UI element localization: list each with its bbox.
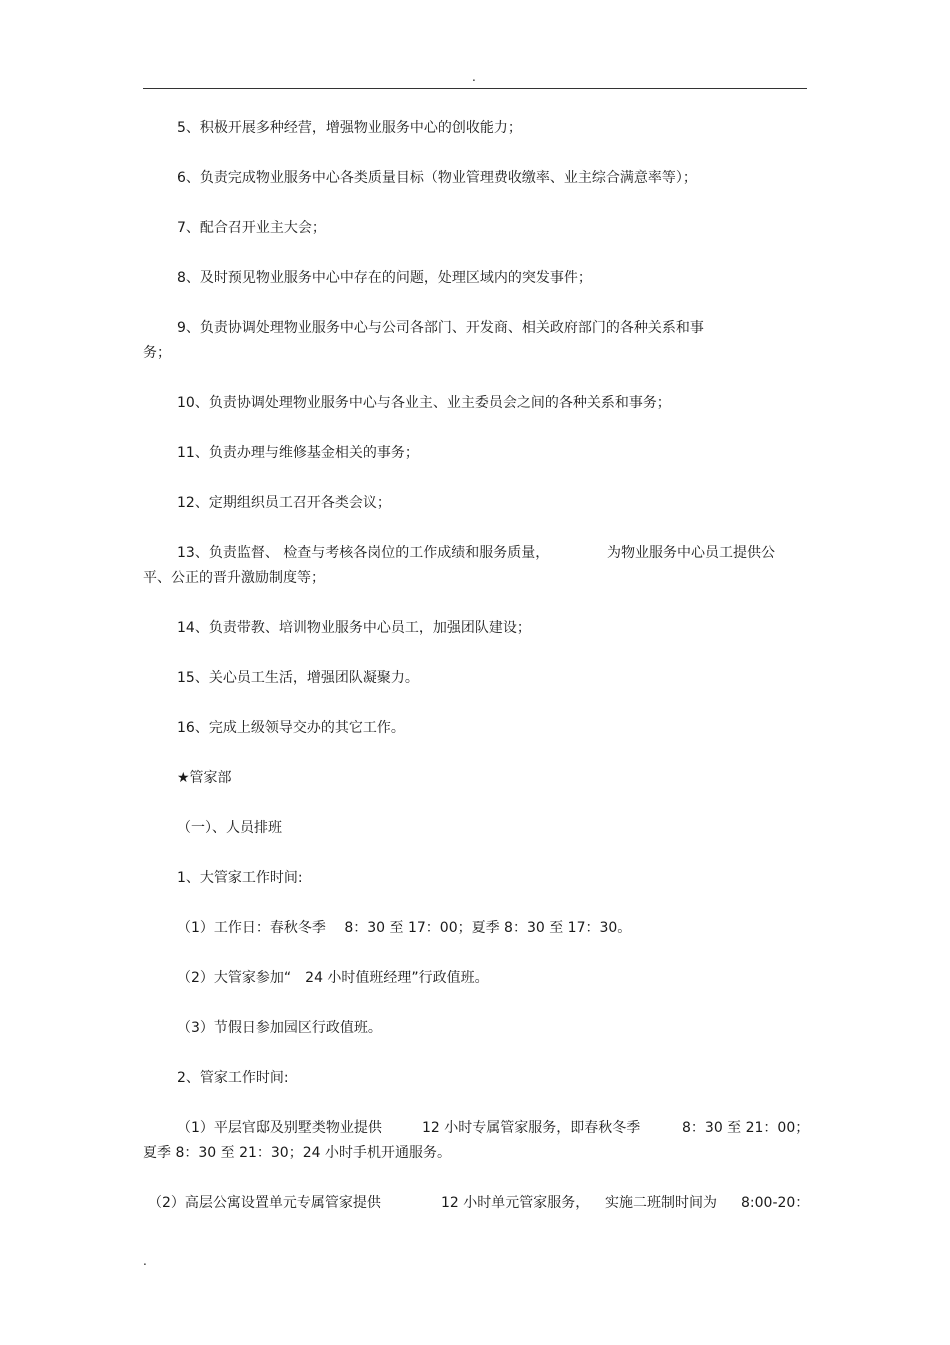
header-rule	[143, 88, 807, 89]
duty-item-8: 8、及时预见物业服务中心中存在的问题，处理区域内的突发事件；	[177, 270, 592, 286]
duty-item-10: 10、负责协调处理物业服务中心与各业主、业主委员会之间的各种关系和事务；	[177, 395, 671, 411]
duty-item-13-line2: 平、公正的晋升激励制度等；	[143, 570, 325, 586]
schedule-item-2: 2、管家工作时间:	[177, 1070, 289, 1086]
duty-item-16: 16、完成上级领导交办的其它工作。	[177, 720, 405, 736]
duty-item-9-line2: 务；	[143, 345, 171, 361]
subsection-heading: （一）、人员排班	[177, 820, 282, 836]
schedule-item-1: 1、大管家工作时间:	[177, 870, 303, 886]
schedule-item-2-2-line1a: （2）高层公寓设置单元专属管家提供	[148, 1195, 381, 1211]
duty-item-14: 14、负责带教、培训物业服务中心员工，加强团队建设；	[177, 620, 531, 636]
schedule-item-1-2: （2）大管家参加“ 24 小时值班经理”行政值班。	[177, 970, 489, 986]
duty-item-13-line1b: 为物业服务中心员工提供公	[607, 545, 775, 561]
duty-item-11: 11、负责办理与维修基金相关的事务；	[177, 445, 419, 461]
schedule-item-2-2-line1b: 12 小时单元管家服务，	[441, 1195, 590, 1211]
schedule-item-1-1: （1）工作日：春秋冬季 8：30 至 17：00；夏季 8：30 至 17：30。	[177, 920, 632, 936]
schedule-item-2-1-line1a: （1）平层官邸及别墅类物业提供	[177, 1120, 382, 1136]
duty-item-7: 7、配合召开业主大会；	[177, 220, 326, 236]
duty-item-9-line1: 9、负责协调处理物业服务中心与公司各部门、开发商、相关政府部门的各种关系和事	[177, 320, 704, 336]
schedule-item-2-2-line1d: 8:00-20：	[741, 1195, 810, 1211]
schedule-item-2-1-line1c: 8：30 至 21：00；	[682, 1120, 810, 1136]
header-mark: .	[472, 70, 476, 84]
duty-item-5: 5、积极开展多种经营，增强物业服务中心的创收能力；	[177, 120, 522, 136]
duty-item-6: 6、负责完成物业服务中心各类质量目标（物业管理费收缴率、业主综合满意率等）；	[177, 170, 697, 186]
duty-item-13-line1a: 13、负责监督、 检查与考核各岗位的工作成绩和服务质量，	[177, 545, 550, 561]
section-heading: ★管家部	[177, 770, 232, 786]
schedule-item-1-3: （3）节假日参加园区行政值班。	[177, 1020, 382, 1036]
footer-mark: .	[143, 1254, 147, 1268]
duty-item-12: 12、定期组织员工召开各类会议；	[177, 495, 391, 511]
schedule-item-2-1-line2: 夏季 8：30 至 21：30；24 小时手机开通服务。	[143, 1145, 451, 1161]
duty-item-15: 15、关心员工生活，增强团队凝聚力。	[177, 670, 419, 686]
schedule-item-2-2-line1c: 实施二班制时间为	[605, 1195, 717, 1211]
schedule-item-2-1-line1b: 12 小时专属管家服务，即春秋冬季	[422, 1120, 641, 1136]
